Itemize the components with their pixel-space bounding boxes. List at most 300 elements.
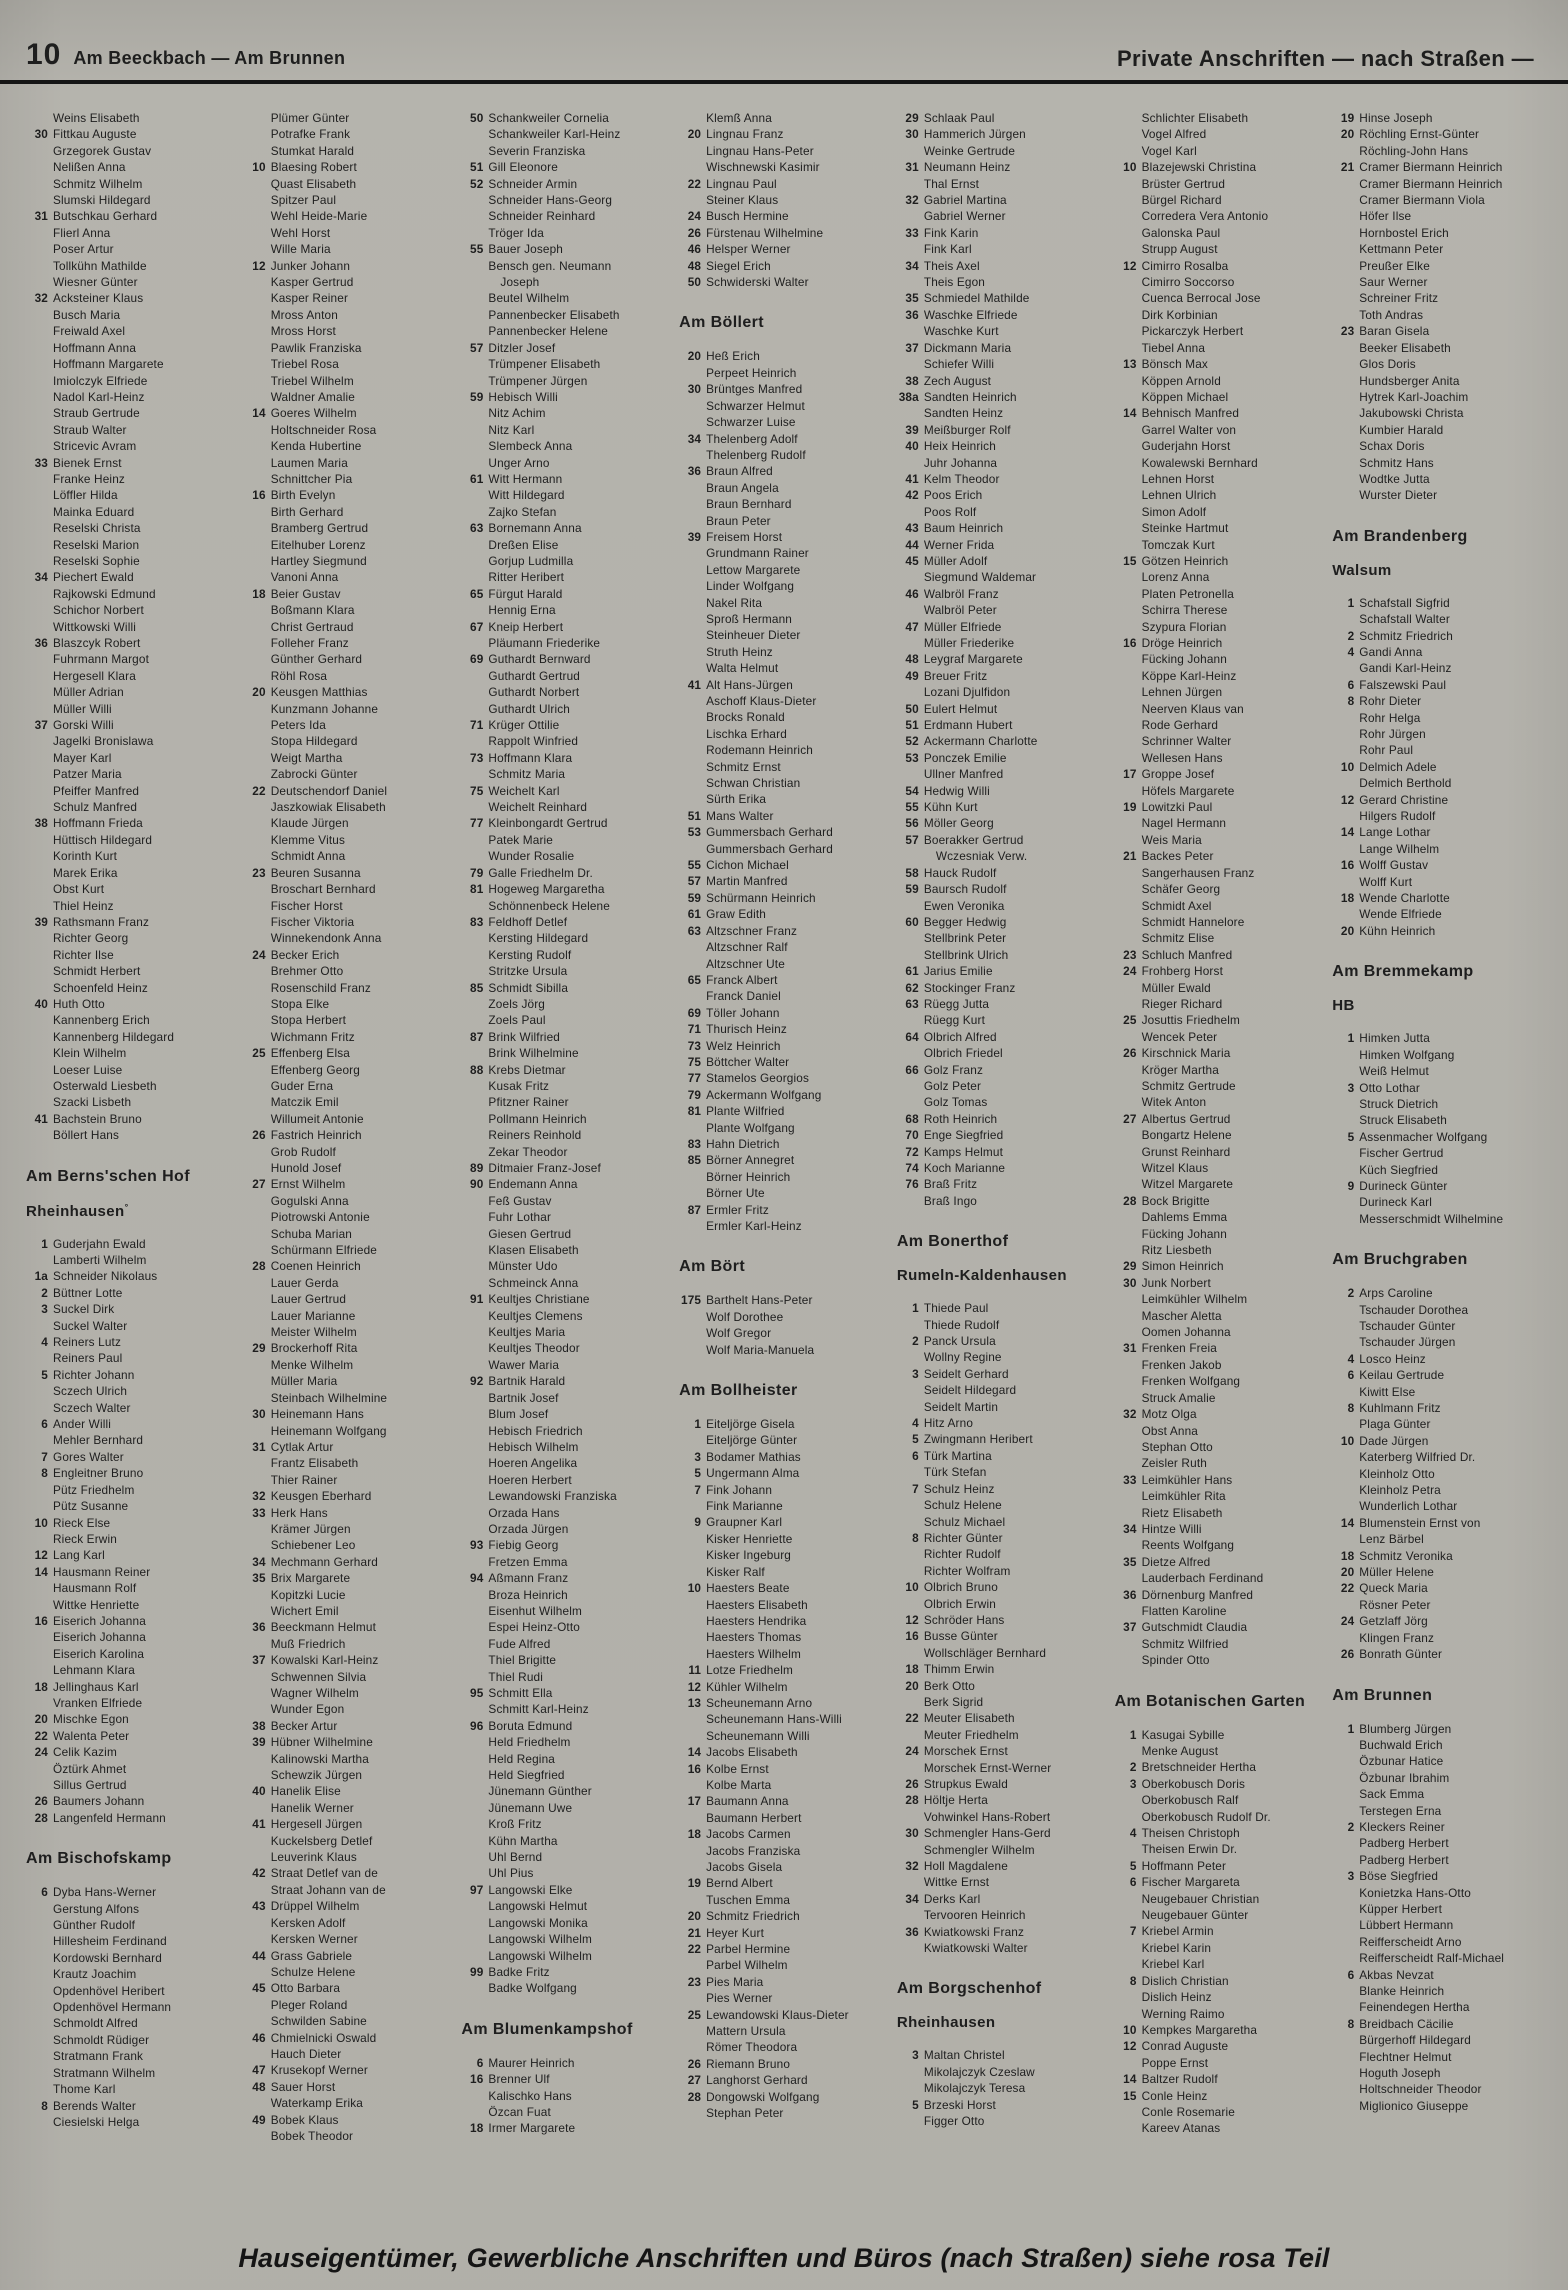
resident-name: Hauck Rudolf bbox=[923, 865, 997, 880]
resident-name: Lingnau Franz bbox=[706, 127, 784, 142]
directory-entry bbox=[240, 1931, 444, 1947]
house-number: 39 bbox=[687, 529, 702, 544]
directory-entry bbox=[457, 602, 661, 618]
house-number bbox=[457, 537, 488, 553]
resident-name: Gummersbach Gerhard bbox=[706, 825, 833, 840]
resident-name: Badke Wolfgang bbox=[488, 1981, 577, 1996]
directory-entry bbox=[893, 980, 1097, 996]
directory-entry bbox=[675, 1292, 879, 1308]
directory-entry bbox=[893, 963, 1097, 979]
house-number bbox=[1111, 2055, 1142, 2071]
resident-name: Graupner Karl bbox=[706, 1515, 783, 1530]
resident-name: Uhl Bernd bbox=[488, 1850, 543, 1865]
house-number bbox=[22, 701, 53, 717]
resident-name: Kröger Martha bbox=[1141, 1062, 1219, 1077]
resident-name: Kisker Ingeburg bbox=[706, 1548, 792, 1563]
directory-entry bbox=[1328, 290, 1532, 306]
directory-entry bbox=[457, 208, 661, 224]
house-number: 24 bbox=[905, 1744, 919, 1759]
house-number: 3 bbox=[41, 1302, 48, 1317]
resident-name: Köppen Michael bbox=[1141, 389, 1229, 404]
house-number bbox=[22, 471, 53, 487]
resident-name: Keultjes Theodor bbox=[488, 1341, 580, 1356]
resident-name: Opdenhövel Hermann bbox=[53, 2000, 172, 2015]
directory-entry bbox=[1328, 775, 1532, 791]
house-number: 31 bbox=[252, 1439, 266, 1454]
directory-entry bbox=[22, 520, 226, 536]
resident-name: Thal Ernst bbox=[923, 176, 980, 191]
directory-entry bbox=[457, 1078, 661, 1094]
house-number: 27 bbox=[252, 1177, 266, 1192]
house-number bbox=[22, 2114, 53, 2130]
directory-entry bbox=[1328, 1852, 1532, 1868]
house-number bbox=[22, 1695, 53, 1711]
house-number bbox=[675, 1531, 706, 1547]
directory-entry bbox=[893, 1127, 1097, 1143]
house-number: 48 bbox=[687, 258, 702, 273]
directory-entry bbox=[1111, 2006, 1315, 2022]
house-number bbox=[675, 644, 706, 660]
resident-name: Hebisch Willi bbox=[488, 389, 558, 404]
directory-entry bbox=[22, 2114, 226, 2130]
house-number bbox=[240, 1669, 271, 1685]
resident-name: Rodemann Heinrich bbox=[706, 743, 813, 758]
directory-entry bbox=[22, 241, 226, 257]
resident-name: Brüster Gertrud bbox=[1141, 176, 1226, 191]
resident-name: Rappolt Winfried bbox=[488, 734, 579, 749]
resident-name: Berk Otto bbox=[923, 1678, 976, 1693]
house-number bbox=[240, 1324, 271, 1340]
house-number bbox=[1111, 602, 1142, 618]
house-number bbox=[457, 1275, 488, 1291]
directory-entry bbox=[240, 373, 444, 389]
house-number bbox=[22, 898, 53, 914]
house-number bbox=[675, 2023, 706, 2039]
house-number bbox=[22, 1383, 53, 1399]
house-number bbox=[675, 1859, 706, 1875]
resident-name: Morschek Ernst-Werner bbox=[923, 1760, 1052, 1775]
house-number: 5 bbox=[912, 1432, 919, 1447]
resident-name: Kalinowski Martha bbox=[270, 1751, 369, 1766]
directory-entry bbox=[457, 520, 661, 536]
resident-name: Blaszcyk Robert bbox=[53, 636, 141, 650]
directory-entry bbox=[675, 110, 879, 126]
house-number bbox=[22, 504, 53, 520]
resident-name: Günther Gerhard bbox=[270, 652, 363, 667]
directory-entry bbox=[22, 1062, 226, 1078]
house-number: 2 bbox=[912, 1334, 919, 1349]
resident-name: Badke Fritz bbox=[488, 1964, 550, 1979]
resident-name: Kühn Martha bbox=[488, 1833, 558, 1848]
house-number bbox=[1111, 1603, 1142, 1619]
resident-name: Wolff Kurt bbox=[1359, 874, 1413, 889]
resident-name: Müller Maria bbox=[270, 1374, 338, 1389]
house-number bbox=[1328, 405, 1359, 421]
resident-name: Richter Günter bbox=[923, 1530, 1003, 1545]
house-number bbox=[1328, 1466, 1359, 1482]
directory-entry bbox=[1328, 1548, 1532, 1564]
house-number: 175 bbox=[681, 1293, 702, 1308]
resident-name: Reselski Christa bbox=[53, 521, 141, 536]
directory-entry bbox=[22, 1547, 226, 1563]
house-number bbox=[893, 569, 924, 585]
resident-name: Bobek Klaus bbox=[270, 2112, 339, 2127]
resident-name: Hergesell Jürgen bbox=[270, 1817, 363, 1832]
directory-entry bbox=[893, 356, 1097, 372]
house-number bbox=[893, 947, 924, 963]
house-number bbox=[22, 1252, 53, 1268]
house-number: 16 bbox=[905, 1629, 919, 1644]
house-number bbox=[675, 1169, 706, 1185]
resident-name: Neumann Heinz bbox=[923, 160, 1011, 175]
resident-name: Gerstung Alfons bbox=[53, 1901, 140, 1916]
directory-entry bbox=[457, 373, 661, 389]
directory-entry bbox=[22, 1367, 226, 1383]
house-number bbox=[240, 930, 271, 946]
resident-name: Struck Dietrich bbox=[1359, 1096, 1439, 1111]
house-number: 39 bbox=[905, 422, 919, 437]
directory-entry bbox=[22, 898, 226, 914]
house-number: 35 bbox=[1123, 1554, 1137, 1569]
directory-entry bbox=[457, 1144, 661, 1160]
street-heading: Am Bollheister bbox=[679, 1382, 798, 1400]
house-number bbox=[1328, 1770, 1359, 1786]
directory-entry bbox=[1111, 996, 1315, 1012]
directory-entry bbox=[240, 274, 444, 290]
directory-entry bbox=[22, 143, 226, 159]
resident-name: Ditzler Josef bbox=[488, 340, 556, 355]
house-number bbox=[240, 1636, 271, 1652]
house-number bbox=[457, 1751, 488, 1767]
directory-entry bbox=[893, 1317, 1097, 1333]
directory-entry bbox=[22, 258, 226, 274]
resident-name: Scheunemann Arno bbox=[706, 1695, 813, 1710]
house-number bbox=[22, 1777, 53, 1793]
directory-entry bbox=[675, 1629, 879, 1645]
house-number: 14 bbox=[1340, 825, 1355, 840]
directory-entry bbox=[240, 471, 444, 487]
directory-entry bbox=[1111, 225, 1315, 241]
resident-name: Piechert Ewald bbox=[53, 570, 134, 585]
directory-entry bbox=[893, 717, 1097, 733]
house-number: 29 bbox=[1123, 1259, 1137, 1274]
house-number bbox=[675, 1309, 706, 1325]
resident-name: Keusgen Matthias bbox=[270, 685, 368, 700]
resident-name: Struck Amalie bbox=[1141, 1390, 1216, 1405]
resident-name: Schuba Marian bbox=[270, 1226, 352, 1241]
house-number bbox=[240, 1767, 271, 1783]
directory-entry bbox=[457, 1226, 661, 1242]
directory-entry bbox=[22, 553, 226, 569]
street-heading: Am Brandenberg bbox=[1332, 527, 1468, 545]
house-number bbox=[240, 2095, 271, 2111]
resident-name: Wollny Regine bbox=[923, 1350, 1002, 1365]
directory-entry bbox=[1111, 208, 1315, 224]
house-number bbox=[893, 1012, 924, 1028]
resident-name: Schmidt Axel bbox=[1141, 898, 1212, 913]
house-number: 4 bbox=[1347, 1351, 1355, 1366]
resident-name: Rüegg Jutta bbox=[923, 996, 990, 1011]
house-number bbox=[1111, 537, 1142, 553]
directory-column-6 bbox=[1111, 110, 1315, 2144]
resident-name: Nadol Karl-Heinz bbox=[53, 389, 145, 404]
resident-name: Fuhrmann Margot bbox=[53, 652, 150, 667]
directory-entry bbox=[1328, 1351, 1532, 1367]
house-number bbox=[457, 323, 488, 339]
resident-name: Wichmann Fritz bbox=[270, 1029, 355, 1044]
house-number: 93 bbox=[470, 1538, 484, 1553]
resident-name: Eitelhuber Lorenz bbox=[270, 537, 366, 552]
directory-entry bbox=[893, 487, 1097, 503]
house-number bbox=[1111, 192, 1142, 208]
directory-entry bbox=[675, 1449, 879, 1465]
resident-name: Imiolczyk Elfriede bbox=[53, 373, 148, 388]
house-number bbox=[1328, 225, 1359, 241]
directory-entry bbox=[457, 1521, 661, 1537]
resident-name: Lange Lothar bbox=[1359, 825, 1431, 840]
resident-name: Wellesen Hans bbox=[1141, 750, 1223, 765]
house-number bbox=[893, 1596, 924, 1612]
house-number bbox=[1328, 742, 1359, 758]
resident-name: Kleinholz Otto bbox=[1359, 1466, 1435, 1481]
house-number bbox=[893, 1514, 924, 1530]
directory-entry bbox=[1111, 1226, 1315, 1242]
directory-entry bbox=[675, 208, 879, 224]
house-number bbox=[240, 553, 271, 569]
directory-entry bbox=[675, 923, 879, 939]
resident-name: Kuhlmann Fritz bbox=[1359, 1401, 1441, 1415]
house-number bbox=[457, 848, 488, 864]
resident-name: Delmich Berthold bbox=[1359, 776, 1452, 791]
resident-name: Weinke Gertrude bbox=[923, 143, 1016, 158]
directory-entry bbox=[1111, 1636, 1315, 1652]
resident-name: Parbel Hermine bbox=[706, 1942, 791, 1957]
house-number bbox=[240, 668, 271, 684]
directory-entry bbox=[1111, 274, 1315, 290]
directory-entry bbox=[675, 1777, 879, 1793]
resident-name: Rohr Helga bbox=[1359, 710, 1421, 725]
house-number bbox=[240, 2013, 271, 2029]
directory-entry bbox=[240, 1340, 444, 1356]
house-number bbox=[675, 110, 706, 126]
resident-name: Klein Wilhelm bbox=[53, 1046, 127, 1061]
directory-entry bbox=[893, 471, 1097, 487]
directory-entry bbox=[1111, 455, 1315, 471]
house-number bbox=[1111, 1062, 1142, 1078]
resident-name: Nitz Karl bbox=[488, 422, 535, 437]
resident-name: Hoffmann Frieda bbox=[53, 816, 143, 831]
directory-entry bbox=[1111, 159, 1315, 175]
resident-name: Brenner Ulf bbox=[488, 2072, 550, 2087]
directory-entry bbox=[1328, 1531, 1532, 1547]
directory-entry bbox=[675, 1662, 879, 1678]
house-number: 34 bbox=[34, 570, 48, 585]
resident-name: Haesters Thomas bbox=[706, 1630, 802, 1645]
house-number: 12 bbox=[252, 258, 266, 273]
house-number: 36 bbox=[687, 464, 702, 479]
resident-name: Stellbrink Peter bbox=[923, 931, 1007, 946]
directory-entry bbox=[22, 1777, 226, 1793]
resident-name: Straub Gertrude bbox=[53, 406, 140, 421]
header-left bbox=[26, 38, 345, 72]
resident-name: Thiede Paul bbox=[923, 1301, 989, 1316]
directory-entry bbox=[22, 1465, 226, 1481]
directory-entry bbox=[22, 1432, 226, 1448]
directory-entry bbox=[1111, 1587, 1315, 1603]
resident-name: Konietzka Hans-Otto bbox=[1359, 1885, 1471, 1900]
resident-name: Blumberg Jürgen bbox=[1359, 1721, 1452, 1736]
house-number bbox=[22, 602, 53, 618]
house-number: 28 bbox=[905, 1793, 919, 1808]
directory-entry bbox=[1328, 225, 1532, 241]
resident-name: Blaesing Robert bbox=[270, 160, 357, 175]
house-number bbox=[675, 496, 706, 512]
house-number bbox=[240, 1094, 271, 1110]
resident-name: Bock Brigitte bbox=[1141, 1193, 1210, 1208]
resident-name: Klemß Anna bbox=[706, 111, 772, 125]
directory-entry bbox=[1111, 1423, 1315, 1439]
resident-name: Keultjes Christiane bbox=[488, 1292, 590, 1307]
house-number bbox=[457, 1931, 488, 1947]
directory-entry bbox=[1111, 126, 1315, 142]
resident-name: Schulz Helene bbox=[923, 1498, 1002, 1513]
directory-entry bbox=[457, 2104, 661, 2120]
directory-entry bbox=[457, 1931, 661, 1947]
resident-name: Richter Johann bbox=[53, 1367, 135, 1382]
resident-name: Haesters Elisabeth bbox=[706, 1597, 808, 1612]
house-number bbox=[1111, 290, 1142, 306]
resident-name: Baumers Johann bbox=[53, 1794, 145, 1809]
house-number: 85 bbox=[470, 980, 484, 995]
directory-entry bbox=[240, 159, 444, 175]
house-number bbox=[675, 1325, 706, 1341]
directory-entry bbox=[22, 602, 226, 618]
directory-entry bbox=[1111, 323, 1315, 339]
directory-entry bbox=[22, 1498, 226, 1514]
resident-name: Poppe Ernst bbox=[1141, 2055, 1209, 2070]
house-number bbox=[675, 398, 706, 414]
directory-entry bbox=[457, 2088, 661, 2104]
house-number bbox=[1328, 906, 1359, 922]
directory-entry bbox=[1111, 553, 1315, 569]
house-number bbox=[893, 635, 924, 651]
resident-name: Gummersbach Gerhard bbox=[706, 841, 833, 856]
directory-entry bbox=[893, 1940, 1097, 1956]
resident-name: Kempkes Margaretha bbox=[1141, 2022, 1258, 2037]
resident-name: Potrafke Frank bbox=[270, 127, 351, 142]
directory-entry bbox=[675, 1416, 879, 1432]
directory-entry bbox=[1328, 1753, 1532, 1769]
directory-entry bbox=[457, 1652, 661, 1668]
directory-entry bbox=[1111, 2120, 1315, 2136]
house-number bbox=[240, 1537, 271, 1553]
resident-name: Beeker Elisabeth bbox=[1359, 340, 1451, 355]
house-number bbox=[457, 1587, 488, 1603]
house-number bbox=[22, 1062, 53, 1078]
directory-entry bbox=[675, 1136, 879, 1152]
resident-name: Fittkau Auguste bbox=[53, 127, 137, 142]
house-number: 7 bbox=[1129, 1924, 1137, 1939]
house-number: 22 bbox=[1340, 1581, 1355, 1596]
directory-entry bbox=[457, 750, 661, 766]
house-number bbox=[22, 2081, 53, 2097]
house-number: 26 bbox=[34, 1794, 48, 1809]
directory-entry bbox=[1111, 1209, 1315, 1225]
house-number bbox=[240, 717, 271, 733]
resident-name: Stopa Hildegard bbox=[270, 734, 358, 749]
resident-name: Pfitzner Rainer bbox=[488, 1095, 569, 1110]
resident-name: Strupkus Ewald bbox=[923, 1777, 1008, 1791]
resident-name: Golz Tomas bbox=[923, 1095, 988, 1110]
directory-entry bbox=[22, 1127, 226, 1143]
resident-name: Durineck Karl bbox=[1359, 1195, 1433, 1210]
house-number bbox=[1111, 832, 1142, 848]
directory-entry bbox=[675, 939, 879, 955]
resident-name: Quast Elisabeth bbox=[270, 176, 357, 191]
house-number: 45 bbox=[905, 553, 919, 568]
house-number: 20 bbox=[687, 127, 702, 142]
house-number bbox=[1111, 1357, 1142, 1373]
house-number bbox=[1328, 1630, 1359, 1646]
house-number bbox=[1328, 1482, 1359, 1498]
house-number bbox=[457, 1390, 488, 1406]
directory-entry bbox=[1328, 471, 1532, 487]
directory-entry bbox=[22, 1793, 226, 1809]
house-number bbox=[1111, 1455, 1142, 1471]
directory-entry bbox=[457, 487, 661, 503]
directory-entry bbox=[457, 438, 661, 454]
resident-name: Gill Eleonore bbox=[488, 160, 558, 175]
resident-name: Ritz Liesbeth bbox=[1141, 1243, 1212, 1258]
directory-entry bbox=[240, 1882, 444, 1898]
directory-entry bbox=[22, 930, 226, 946]
resident-name: Guthardt Bernward bbox=[488, 652, 591, 667]
resident-name: Kenda Hubertine bbox=[270, 439, 362, 454]
resident-name: Schmitz Wilfried bbox=[1141, 1636, 1229, 1651]
house-number bbox=[1328, 176, 1359, 192]
resident-name: Münster Udo bbox=[488, 1259, 558, 1274]
resident-name: Sczech Walter bbox=[53, 1400, 131, 1415]
resident-name: Hoguth Joseph bbox=[1359, 2066, 1441, 2081]
resident-name: Meuter Friedhelm bbox=[923, 1727, 1019, 1742]
resident-name: Effenberg Georg bbox=[270, 1062, 360, 1077]
resident-name: Jaszkowiak Elisabeth bbox=[270, 800, 386, 815]
resident-name: Hennig Erna bbox=[488, 603, 556, 618]
directory-entry bbox=[240, 1898, 444, 1914]
house-number bbox=[457, 1127, 488, 1143]
directory-entry bbox=[240, 405, 444, 421]
directory-entry bbox=[457, 1537, 661, 1553]
house-number bbox=[893, 2113, 924, 2129]
house-number bbox=[240, 2046, 271, 2062]
directory-entry bbox=[1111, 1989, 1315, 2005]
directory-entry bbox=[1328, 1112, 1532, 1128]
house-number: 28 bbox=[34, 1810, 48, 1825]
house-number bbox=[675, 1646, 706, 1662]
directory-entry bbox=[675, 1957, 879, 1973]
house-number: 71 bbox=[687, 1022, 702, 1037]
resident-name: Blanke Heinrich bbox=[1359, 1984, 1445, 1998]
house-number: 16 bbox=[687, 1761, 702, 1776]
house-number bbox=[240, 323, 271, 339]
resident-name: Straat Johann van de bbox=[270, 1882, 386, 1897]
directory-entry bbox=[1328, 628, 1532, 644]
resident-name: Gabriel Martina bbox=[923, 193, 1007, 208]
house-number: 52 bbox=[470, 176, 484, 191]
resident-name: Stamelos Georgios bbox=[706, 1071, 810, 1086]
house-number: 63 bbox=[905, 996, 919, 1011]
directory-entry bbox=[1328, 1334, 1532, 1350]
